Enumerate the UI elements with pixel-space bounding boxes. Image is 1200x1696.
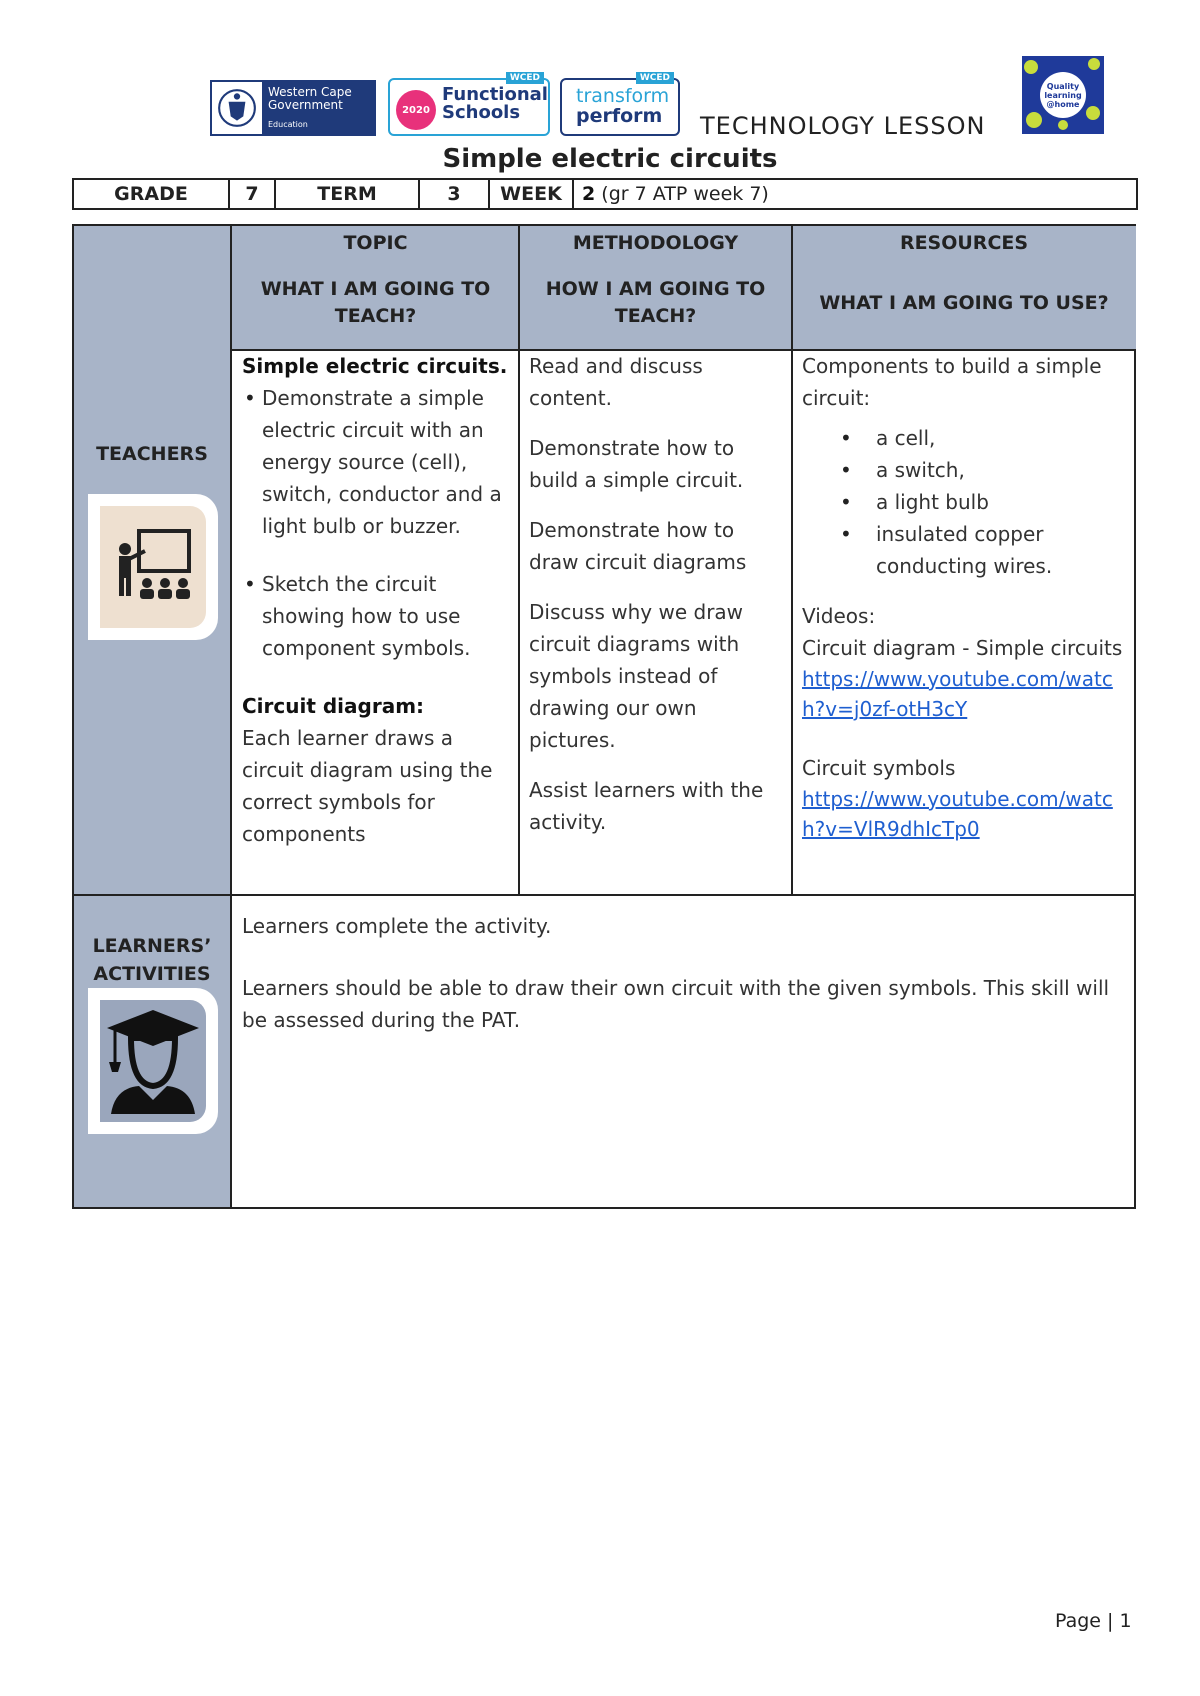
western-cape-government-logo xyxy=(210,80,376,136)
method-line: Discuss why we draw circuit diagrams with symbols instead of drawing our own pictures. xyxy=(529,600,744,752)
video1-title: Circuit diagram - Simple circuits xyxy=(802,636,1123,660)
term-value: 3 xyxy=(420,180,490,208)
grade-label: GRADE xyxy=(74,180,230,208)
page-title: Simple electric circuits xyxy=(442,144,778,174)
learners-line: Learners complete the activity. xyxy=(242,914,552,938)
functional-schools-logo xyxy=(388,73,550,136)
week-note: (gr 7 ATP week 7) xyxy=(601,183,769,205)
grade-value: 7 xyxy=(230,180,276,208)
method-line: Demonstrate how to build a simple circuit. xyxy=(529,436,744,492)
graduate-icon xyxy=(100,1000,206,1122)
header-topic-title: TOPIC xyxy=(343,232,408,254)
fs-word2: Schools xyxy=(442,102,521,123)
header-resources xyxy=(792,226,1136,351)
header-resources-subtitle: WHAT I AM GOING TO USE? xyxy=(819,292,1109,314)
resource-item: • a cell, xyxy=(802,422,1128,454)
tp-word2: perform xyxy=(576,105,663,127)
header-methodology-title: METHODOLOGY xyxy=(572,232,739,254)
wcg-sub: Education xyxy=(268,119,308,129)
page-number: Page | 1 xyxy=(1055,1610,1132,1632)
header-resources-title: RESOURCES xyxy=(899,232,1029,254)
topic-text: Each learner draws a circuit diagram using the correct symbols for components xyxy=(242,726,493,846)
learners-label xyxy=(74,932,230,988)
grade-bar xyxy=(72,178,1138,210)
fs-year-badge: 2020 xyxy=(396,90,436,130)
wcg-line1: Western Cape xyxy=(268,84,352,99)
topic-heading: Simple electric circuits. xyxy=(242,354,508,378)
learners-label-line1: LEARNERS’ xyxy=(92,935,212,957)
topic-subheading: Circuit diagram: xyxy=(242,694,425,718)
resources-cell xyxy=(802,350,1128,844)
learners-label-line2: ACTIVITIES xyxy=(93,963,211,985)
video1-link[interactable]: https://www.youtube.com/watch?v=j0zf-otH3cY xyxy=(802,667,1113,721)
quality-learning-home-logo xyxy=(1022,56,1104,134)
week-value-cell xyxy=(574,180,1136,208)
methodology-cell xyxy=(529,350,787,838)
method-line: Read and discuss content. xyxy=(529,354,703,410)
term-label: TERM xyxy=(276,180,420,208)
video2-link[interactable]: https://www.youtube.com/watch?v=VlR9dhIcTp0 xyxy=(802,787,1113,841)
learners-activities-cell xyxy=(242,910,1122,1036)
transform-perform-logo xyxy=(560,73,680,136)
method-line: Demonstrate how to draw circuit diagrams xyxy=(529,518,747,574)
lesson-label: TECHNOLOGY LESSON xyxy=(700,112,986,140)
videos-label: Videos: xyxy=(802,604,876,628)
week-value: 2 xyxy=(582,183,596,205)
resource-item: • a switch, xyxy=(802,454,1128,486)
ql-line1: Quality xyxy=(1046,81,1080,91)
header-methodology xyxy=(519,226,792,351)
fs-wced-badge: WCED xyxy=(506,72,544,84)
header-topic-subtitle: WHAT I AM GOING TO TEACH? xyxy=(260,278,491,327)
fs-word1: Functional xyxy=(442,84,548,105)
tp-wced-badge: WCED xyxy=(636,72,674,84)
teacher-icon-card xyxy=(88,494,218,640)
resource-item: • insulated copper conducting wires. xyxy=(802,518,1128,582)
teacher-icon xyxy=(100,506,206,628)
learners-line: Learners should be able to draw their own circuit with the given symbols. This skill will be assessed during the PAT. xyxy=(242,976,1110,1032)
tp-word1: transform xyxy=(576,85,670,107)
resource-item: • a light bulb xyxy=(802,486,1128,518)
coat-of-arms-icon xyxy=(212,82,262,134)
ql-line2: learning xyxy=(1044,90,1082,100)
graduate-icon-card xyxy=(88,988,218,1134)
resources-intro: Components to build a simple circuit: xyxy=(802,354,1102,410)
topic-bullet: • Sketch the circuit showing how to use component symbols. xyxy=(242,568,512,664)
method-line: Assist learners with the activity. xyxy=(529,778,764,834)
lesson-table xyxy=(72,224,1136,1209)
ql-line3: @home xyxy=(1046,99,1080,109)
week-label: WEEK xyxy=(490,180,574,208)
wcg-line2: Government xyxy=(268,97,343,112)
topic-bullet: • Demonstrate a simple electric circuit with an energy source (cell), switch, conductor and a light bulb or buzzer. xyxy=(242,382,512,542)
header-methodology-subtitle: HOW I AM GOING TO TEACH? xyxy=(545,278,766,327)
teachers-label: TEACHERS xyxy=(96,443,208,465)
video2-title: Circuit symbols xyxy=(802,756,956,780)
header-topic xyxy=(232,226,519,351)
topic-cell xyxy=(242,350,512,850)
